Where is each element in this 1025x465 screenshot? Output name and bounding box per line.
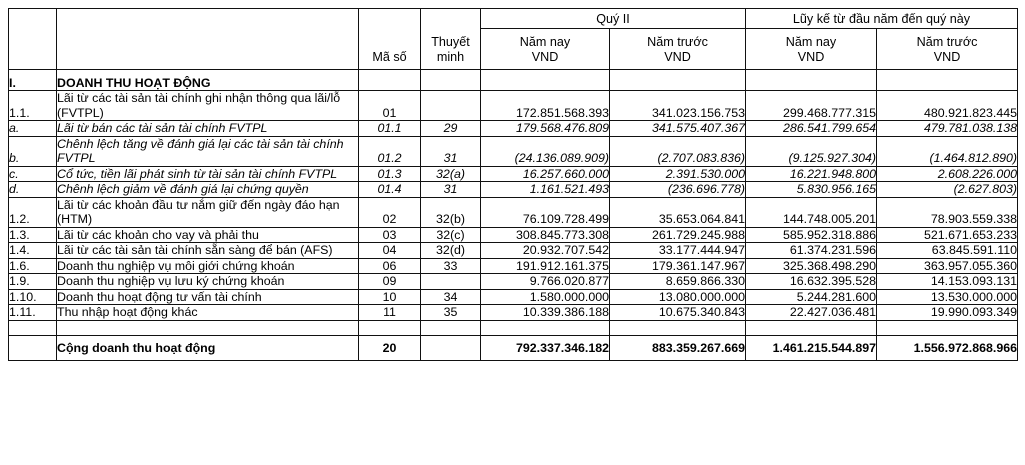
- row-value-quarter-current: 792.337.346.182: [481, 336, 610, 361]
- row-note: 32(b): [421, 197, 481, 227]
- row-code: 01.4: [359, 182, 421, 198]
- row-index: [9, 336, 57, 361]
- table-row: [9, 258, 1018, 274]
- row-value-quarter-current: 1.161.521.493: [481, 182, 610, 198]
- row-note: 32(d): [421, 243, 481, 259]
- row-value-quarter-current: 16.257.660.000: [481, 166, 610, 182]
- spacer-row: [9, 320, 1018, 336]
- row-value-quarter-current: [481, 70, 610, 91]
- row-value-cumulative-current: 16.221.948.800: [746, 166, 877, 182]
- row-description: Cộng doanh thu hoạt động: [57, 336, 359, 361]
- row-index: 1.10.: [9, 289, 57, 305]
- row-value-cumulative-previous: 14.153.093.131: [877, 274, 1018, 290]
- spacer-cell: [57, 320, 359, 336]
- header-cumulative-current-line1: Năm nay: [785, 34, 837, 49]
- row-value-cumulative-previous: 480.921.823.445: [877, 91, 1018, 121]
- row-note: [421, 274, 481, 290]
- row-description: Cổ tức, tiền lãi phát sinh từ tài sản tài chính FVTPL: [57, 166, 359, 182]
- row-code: 01.3: [359, 166, 421, 182]
- row-value-quarter-previous: 261.729.245.988: [610, 227, 746, 243]
- row-description: Chênh lệch tăng về đánh giá lại các tài sản tài chính FVTPL: [57, 136, 359, 166]
- header-cumulative-current: [746, 29, 877, 70]
- row-description: Doanh thu nghiệp vụ lưu ký chứng khoán: [57, 274, 359, 290]
- row-description: Doanh thu hoạt động tư vấn tài chính: [57, 289, 359, 305]
- table-row: [9, 227, 1018, 243]
- header-note-spacer: [421, 9, 481, 29]
- table-row: [9, 182, 1018, 198]
- row-note: 31: [421, 182, 481, 198]
- row-note: 34: [421, 289, 481, 305]
- spacer-cell: [421, 320, 481, 336]
- table-row: [9, 274, 1018, 290]
- row-value-quarter-previous: 179.361.147.967: [610, 258, 746, 274]
- row-code: 01.1: [359, 121, 421, 137]
- row-value-quarter-current: 76.109.728.499: [481, 197, 610, 227]
- header-description-col: [57, 9, 359, 70]
- row-value-quarter-previous: 341.575.407.367: [610, 121, 746, 137]
- row-description: Lãi từ bán các tài sản tài chính FVTPL: [57, 121, 359, 137]
- row-value-quarter-current: 179.568.476.809: [481, 121, 610, 137]
- row-value-cumulative-current: 286.541.799.654: [746, 121, 877, 137]
- row-note: 32(a): [421, 166, 481, 182]
- row-note: 31: [421, 136, 481, 166]
- row-value-quarter-current: 172.851.568.393: [481, 91, 610, 121]
- spacer-cell: [481, 320, 610, 336]
- row-value-cumulative-previous: 2.608.226.000: [877, 166, 1018, 182]
- row-note: 35: [421, 305, 481, 321]
- row-value-cumulative-current: 22.427.036.481: [746, 305, 877, 321]
- revenue-statement-table: [8, 8, 1018, 361]
- row-index: I.: [9, 70, 57, 91]
- row-value-quarter-current: 191.912.161.375: [481, 258, 610, 274]
- table-row: [9, 305, 1018, 321]
- row-index: 1.3.: [9, 227, 57, 243]
- row-value-cumulative-current: 144.748.005.201: [746, 197, 877, 227]
- row-index: 1.2.: [9, 197, 57, 227]
- row-note: 32(c): [421, 227, 481, 243]
- table-row: [9, 289, 1018, 305]
- row-value-quarter-previous: 13.080.000.000: [610, 289, 746, 305]
- row-note: [421, 70, 481, 91]
- row-code: 20: [359, 336, 421, 361]
- row-value-cumulative-current: 5.830.956.165: [746, 182, 877, 198]
- row-note: 33: [421, 258, 481, 274]
- row-value-cumulative-previous: 363.957.055.360: [877, 258, 1018, 274]
- spacer-cell: [359, 320, 421, 336]
- row-value-cumulative-previous: 13.530.000.000: [877, 289, 1018, 305]
- row-value-cumulative-current: [746, 70, 877, 91]
- row-value-quarter-previous: 8.659.866.330: [610, 274, 746, 290]
- header-quarter-current-currency: VND: [531, 49, 559, 64]
- row-description: Lãi từ các khoản cho vay và phải thu: [57, 227, 359, 243]
- row-value-cumulative-current: 1.461.215.544.897: [746, 336, 877, 361]
- row-value-cumulative-current: 299.468.777.315: [746, 91, 877, 121]
- row-code: 03: [359, 227, 421, 243]
- row-value-cumulative-previous: (2.627.803): [877, 182, 1018, 198]
- row-note: [421, 91, 481, 121]
- header-quarter-previous: [610, 29, 746, 70]
- row-index: 1.11.: [9, 305, 57, 321]
- row-index: d.: [9, 182, 57, 198]
- header-quarter-current: [481, 29, 610, 70]
- table-row: [9, 136, 1018, 166]
- row-code: 09: [359, 274, 421, 290]
- row-note: 29: [421, 121, 481, 137]
- header-group-quarter: Quý II: [481, 9, 746, 29]
- row-value-quarter-previous: 341.023.156.753: [610, 91, 746, 121]
- total-row: [9, 336, 1018, 361]
- row-value-quarter-previous: 35.653.064.841: [610, 197, 746, 227]
- table-row: [9, 91, 1018, 121]
- row-value-cumulative-previous: 19.990.093.349: [877, 305, 1018, 321]
- header-note-line2: minh: [436, 49, 465, 64]
- row-value-quarter-previous: (236.696.778): [610, 182, 746, 198]
- row-value-cumulative-previous: 521.671.653.233: [877, 227, 1018, 243]
- row-code: 04: [359, 243, 421, 259]
- table-row: [9, 243, 1018, 259]
- row-index: b.: [9, 136, 57, 166]
- row-value-cumulative-previous: (1.464.812.890): [877, 136, 1018, 166]
- header-cumulative-previous-currency: VND: [933, 49, 961, 64]
- row-code: 06: [359, 258, 421, 274]
- row-index: 1.6.: [9, 258, 57, 274]
- row-value-quarter-current: 20.932.707.542: [481, 243, 610, 259]
- row-description: Lãi từ các tài sản tài chính ghi nhận thông qua lãi/lỗ (FVTPL): [57, 91, 359, 121]
- row-index: 1.9.: [9, 274, 57, 290]
- row-description: Thu nhập hoạt động khác: [57, 305, 359, 321]
- spacer-cell: [746, 320, 877, 336]
- row-value-quarter-previous: 2.391.530.000: [610, 166, 746, 182]
- row-code: 10: [359, 289, 421, 305]
- header-group-row: [9, 9, 1018, 29]
- row-value-cumulative-current: 585.952.318.886: [746, 227, 877, 243]
- row-description: Lãi từ các tài sản tài chính sẵn sàng để bán (AFS): [57, 243, 359, 259]
- row-code: 02: [359, 197, 421, 227]
- row-value-cumulative-current: (9.125.927.304): [746, 136, 877, 166]
- header-cumulative-current-currency: VND: [797, 49, 825, 64]
- table-row: [9, 70, 1018, 91]
- row-value-cumulative-previous: 78.903.559.338: [877, 197, 1018, 227]
- spacer-cell: [877, 320, 1018, 336]
- row-value-cumulative-previous: 63.845.591.110: [877, 243, 1018, 259]
- table-row: [9, 121, 1018, 137]
- row-value-quarter-current: 9.766.020.877: [481, 274, 610, 290]
- row-index: 1.1.: [9, 91, 57, 121]
- row-code: 01: [359, 91, 421, 121]
- row-value-cumulative-current: 61.374.231.596: [746, 243, 877, 259]
- header-code-spacer: [359, 9, 421, 29]
- row-value-quarter-current: 308.845.773.308: [481, 227, 610, 243]
- row-value-quarter-previous: 10.675.340.843: [610, 305, 746, 321]
- table-body: [9, 70, 1018, 361]
- row-value-quarter-current: (24.136.089.909): [481, 136, 610, 166]
- spacer-cell: [9, 320, 57, 336]
- row-description: Doanh thu nghiệp vụ môi giới chứng khoán: [57, 258, 359, 274]
- row-description: Chênh lệch giảm về đánh giá lại chứng quyền: [57, 182, 359, 198]
- row-value-cumulative-previous: 479.781.038.138: [877, 121, 1018, 137]
- row-value-quarter-previous: [610, 70, 746, 91]
- row-value-quarter-current: 10.339.386.188: [481, 305, 610, 321]
- row-index: a.: [9, 121, 57, 137]
- header-quarter-previous-currency: VND: [664, 49, 691, 64]
- table-header: [9, 9, 1018, 70]
- header-code-label: Mã số: [359, 29, 421, 70]
- header-cumulative-previous: [877, 29, 1018, 70]
- header-group-cumulative: Lũy kế từ đầu năm đến quý này: [746, 9, 1018, 29]
- header-index-col: [9, 9, 57, 70]
- row-index: 1.4.: [9, 243, 57, 259]
- header-quarter-current-line1: Năm nay: [519, 34, 571, 49]
- header-note-line1: Thuyết: [431, 34, 470, 49]
- row-note: [421, 336, 481, 361]
- row-value-quarter-previous: 883.359.267.669: [610, 336, 746, 361]
- row-value-quarter-previous: 33.177.444.947: [610, 243, 746, 259]
- row-value-cumulative-previous: [877, 70, 1018, 91]
- table-row: [9, 166, 1018, 182]
- row-value-cumulative-current: 5.244.281.600: [746, 289, 877, 305]
- row-index: c.: [9, 166, 57, 182]
- header-note-label: [421, 29, 481, 70]
- row-value-cumulative-current: 16.632.395.528: [746, 274, 877, 290]
- spacer-cell: [610, 320, 746, 336]
- table-row: [9, 197, 1018, 227]
- row-code: [359, 70, 421, 91]
- row-value-cumulative-previous: 1.556.972.868.966: [877, 336, 1018, 361]
- row-value-quarter-previous: (2.707.083.836): [610, 136, 746, 166]
- row-value-cumulative-current: 325.368.498.290: [746, 258, 877, 274]
- header-quarter-previous-line1: Năm trước: [647, 34, 708, 49]
- row-description: DOANH THU HOẠT ĐỘNG: [57, 70, 359, 91]
- row-code: 11: [359, 305, 421, 321]
- row-code: 01.2: [359, 136, 421, 166]
- row-value-quarter-current: 1.580.000.000: [481, 289, 610, 305]
- header-cumulative-previous-line1: Năm trước: [916, 34, 978, 49]
- row-description: Lãi từ các khoản đầu tư nắm giữ đến ngày đáo hạn (HTM): [57, 197, 359, 227]
